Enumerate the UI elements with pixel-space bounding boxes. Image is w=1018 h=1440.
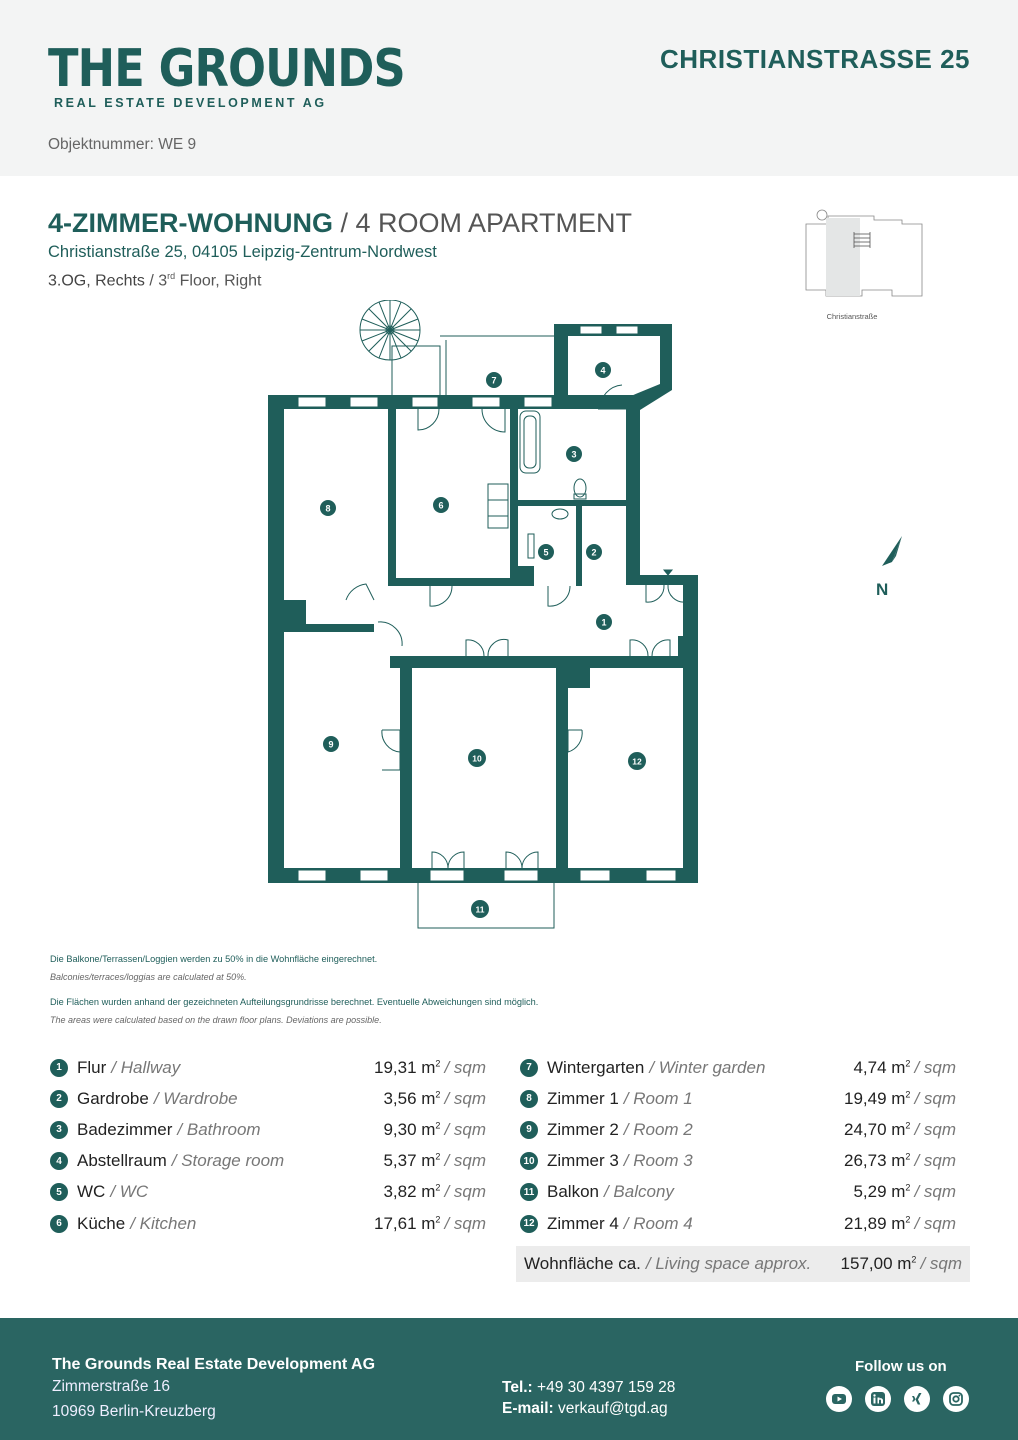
room-marker-12: 12	[632, 756, 642, 767]
room-name-de: Gardrobe	[77, 1088, 149, 1108]
room-area: 24,70 $m^2$ / sqm	[843, 1119, 956, 1139]
room-area: 17,61 $m^2$ / sqm	[373, 1213, 486, 1233]
room-name-en: / Kitchen	[130, 1213, 197, 1233]
room-name-en: / Room 1	[623, 1088, 693, 1108]
floor-plan	[260, 300, 720, 940]
room-marker-9: 9	[328, 739, 334, 750]
room-number-badge: 3	[50, 1121, 68, 1139]
room-number-badge: 2	[50, 1090, 68, 1108]
room-marker-11: 11	[475, 904, 485, 915]
room-name-en: / Room 4	[623, 1213, 693, 1233]
room-row	[50, 1208, 486, 1239]
total-label-de: Wohnfläche ca.	[524, 1254, 641, 1273]
room-marker-5: 5	[543, 547, 549, 558]
room-name-en: / Wardrobe	[153, 1088, 238, 1108]
room-row	[520, 1177, 956, 1208]
room-number-badge: 11	[520, 1183, 538, 1201]
note-balcony-de: Die Balkone/Terrassen/Loggien werden zu 50% in die Wohnfläche eingerechnet.	[50, 954, 378, 964]
room-list-right	[520, 1052, 956, 1239]
room-row	[520, 1208, 956, 1239]
room-name-en: / Room 3	[623, 1151, 693, 1171]
apartment-title-en: / 4 ROOM APARTMENT	[332, 208, 633, 238]
room-name-de: Zimmer 2	[547, 1119, 619, 1139]
room-name-de: Küche	[77, 1213, 126, 1233]
room-row	[50, 1114, 486, 1145]
floor-de: 3.OG, Rechts	[48, 272, 145, 290]
living-space-total	[516, 1246, 970, 1282]
room-list-left	[50, 1052, 486, 1239]
room-name-en: / WC	[110, 1182, 149, 1202]
total-label-en: / Living space approx.	[645, 1254, 812, 1273]
room-marker-10: 10	[472, 753, 482, 764]
footer-company: The Grounds Real Estate Development AG	[52, 1356, 376, 1373]
note-areas-de: Die Flächen wurden anhand der gezeichneten Aufteilungsgrundrisse berechnet. Eventuelle Abweichungen sind möglich.	[50, 997, 539, 1007]
room-number-badge: 12	[520, 1215, 538, 1233]
room-marker-4: 4	[600, 365, 606, 376]
room-name-en: / Winter garden	[649, 1057, 766, 1077]
room-name-en: / Balcony	[603, 1182, 674, 1202]
room-row	[50, 1146, 486, 1177]
object-number: Objektnummer: WE 9	[48, 136, 197, 153]
room-name-de: Badezimmer	[77, 1119, 173, 1139]
north-label: N	[876, 580, 889, 599]
room-area: 21,89 $m^2$ / sqm	[843, 1213, 956, 1233]
page-footer	[0, 1318, 1018, 1440]
apartment-title-de: 4-ZIMMER-WOHNUNG	[48, 208, 333, 238]
room-area: 9,30 $m^2$ / sqm	[383, 1119, 486, 1139]
page-header	[0, 0, 1018, 176]
room-name-en: / Bathroom	[177, 1119, 261, 1139]
room-number-badge: 9	[520, 1121, 538, 1139]
room-name-de: Zimmer 1	[547, 1088, 619, 1108]
floor-plan-doors	[346, 300, 686, 928]
company-logo-subtitle: REAL ESTATE DEVELOPMENT AG	[54, 96, 327, 110]
footer-email-link[interactable]: E-mail: verkauf@tgd.ag	[502, 1400, 668, 1417]
footer-street: Zimmerstraße 16	[52, 1378, 170, 1395]
follow-us-label: Follow us on	[855, 1358, 947, 1375]
street-title: CHRISTIANSTRASSE 25	[660, 44, 970, 74]
room-row	[50, 1177, 486, 1208]
room-marker-3: 3	[571, 449, 577, 460]
room-markers	[320, 362, 646, 918]
room-number-badge: 7	[520, 1059, 538, 1077]
room-name-de: Abstellraum	[77, 1151, 167, 1171]
room-name-de: Zimmer 4	[547, 1213, 619, 1233]
floor-sep: / 3	[144, 272, 168, 290]
instagram-icon[interactable]	[943, 1386, 969, 1412]
key-plan	[800, 206, 924, 300]
company-logo: THE GROUNDS	[48, 39, 405, 99]
room-area: 19,49 $m^2$ / sqm	[843, 1088, 956, 1108]
room-area: 3,56 $m^2$ / sqm	[383, 1088, 486, 1108]
room-number-badge: 6	[50, 1215, 68, 1233]
xing-icon[interactable]	[904, 1386, 930, 1412]
social-links	[826, 1386, 969, 1412]
room-row	[520, 1146, 956, 1177]
room-name-en: / Room 2	[623, 1119, 693, 1139]
room-name-en: / Hallway	[111, 1057, 181, 1077]
room-row	[520, 1052, 956, 1083]
note-areas-en: The areas were calculated based on the drawn floor plans. Deviations are possible.	[50, 1015, 382, 1025]
room-number-badge: 5	[50, 1183, 68, 1201]
floor-en: Floor, Right	[175, 272, 262, 290]
room-name-de: Zimmer 3	[547, 1151, 619, 1171]
room-name-de: Flur	[77, 1057, 107, 1077]
key-plan-label: Christianstraße	[826, 312, 878, 321]
north-arrow-icon	[862, 532, 910, 604]
footer-phone[interactable]: Tel.: +49 30 4397 159 28	[502, 1379, 676, 1396]
room-marker-2: 2	[591, 547, 597, 558]
room-marker-7: 7	[491, 375, 497, 386]
room-marker-1: 1	[601, 617, 607, 628]
room-row	[520, 1114, 956, 1145]
note-balcony-en: Balconies/terraces/loggias are calculated at 50%.	[50, 972, 247, 982]
room-name-de: Balkon	[547, 1182, 599, 1202]
room-area: 26,73 $m^2$ / sqm	[843, 1151, 956, 1171]
room-area: 4,74 $m^2$ / sqm	[853, 1057, 956, 1077]
room-name-de: WC	[77, 1182, 106, 1202]
room-row	[50, 1083, 486, 1114]
room-number-badge: 4	[50, 1152, 68, 1170]
room-marker-6: 6	[438, 500, 444, 511]
floor-sup: rd	[167, 271, 176, 281]
floor-plan-walls	[268, 324, 698, 883]
room-area: 19,31 $m^2$ / sqm	[373, 1057, 486, 1077]
room-marker-8: 8	[325, 503, 331, 514]
total-value: 157,00 $m^2$ / sqm	[840, 1254, 962, 1273]
room-area: 5,29 $m^2$ / sqm	[853, 1182, 956, 1202]
apartment-address: Christianstraße 25, 04105 Leipzig-Zentrum-Nordwest	[48, 243, 437, 261]
apartment-title	[48, 208, 632, 239]
room-name-de: Wintergarten	[547, 1057, 645, 1077]
room-number-badge: 8	[520, 1090, 538, 1108]
room-name-en: / Storage room	[171, 1151, 285, 1171]
youtube-icon[interactable]	[826, 1386, 852, 1412]
footer-city: 10969 Berlin-Kreuzberg	[52, 1403, 216, 1420]
linkedin-icon[interactable]	[865, 1386, 891, 1412]
room-number-badge: 10	[520, 1152, 538, 1170]
room-row	[50, 1052, 486, 1083]
room-number-badge: 1	[50, 1059, 68, 1077]
room-area: 3,82 $m^2$ / sqm	[383, 1182, 486, 1202]
room-area: 5,37 $m^2$ / sqm	[383, 1151, 486, 1171]
apartment-floor	[48, 271, 261, 290]
room-row	[520, 1083, 956, 1114]
